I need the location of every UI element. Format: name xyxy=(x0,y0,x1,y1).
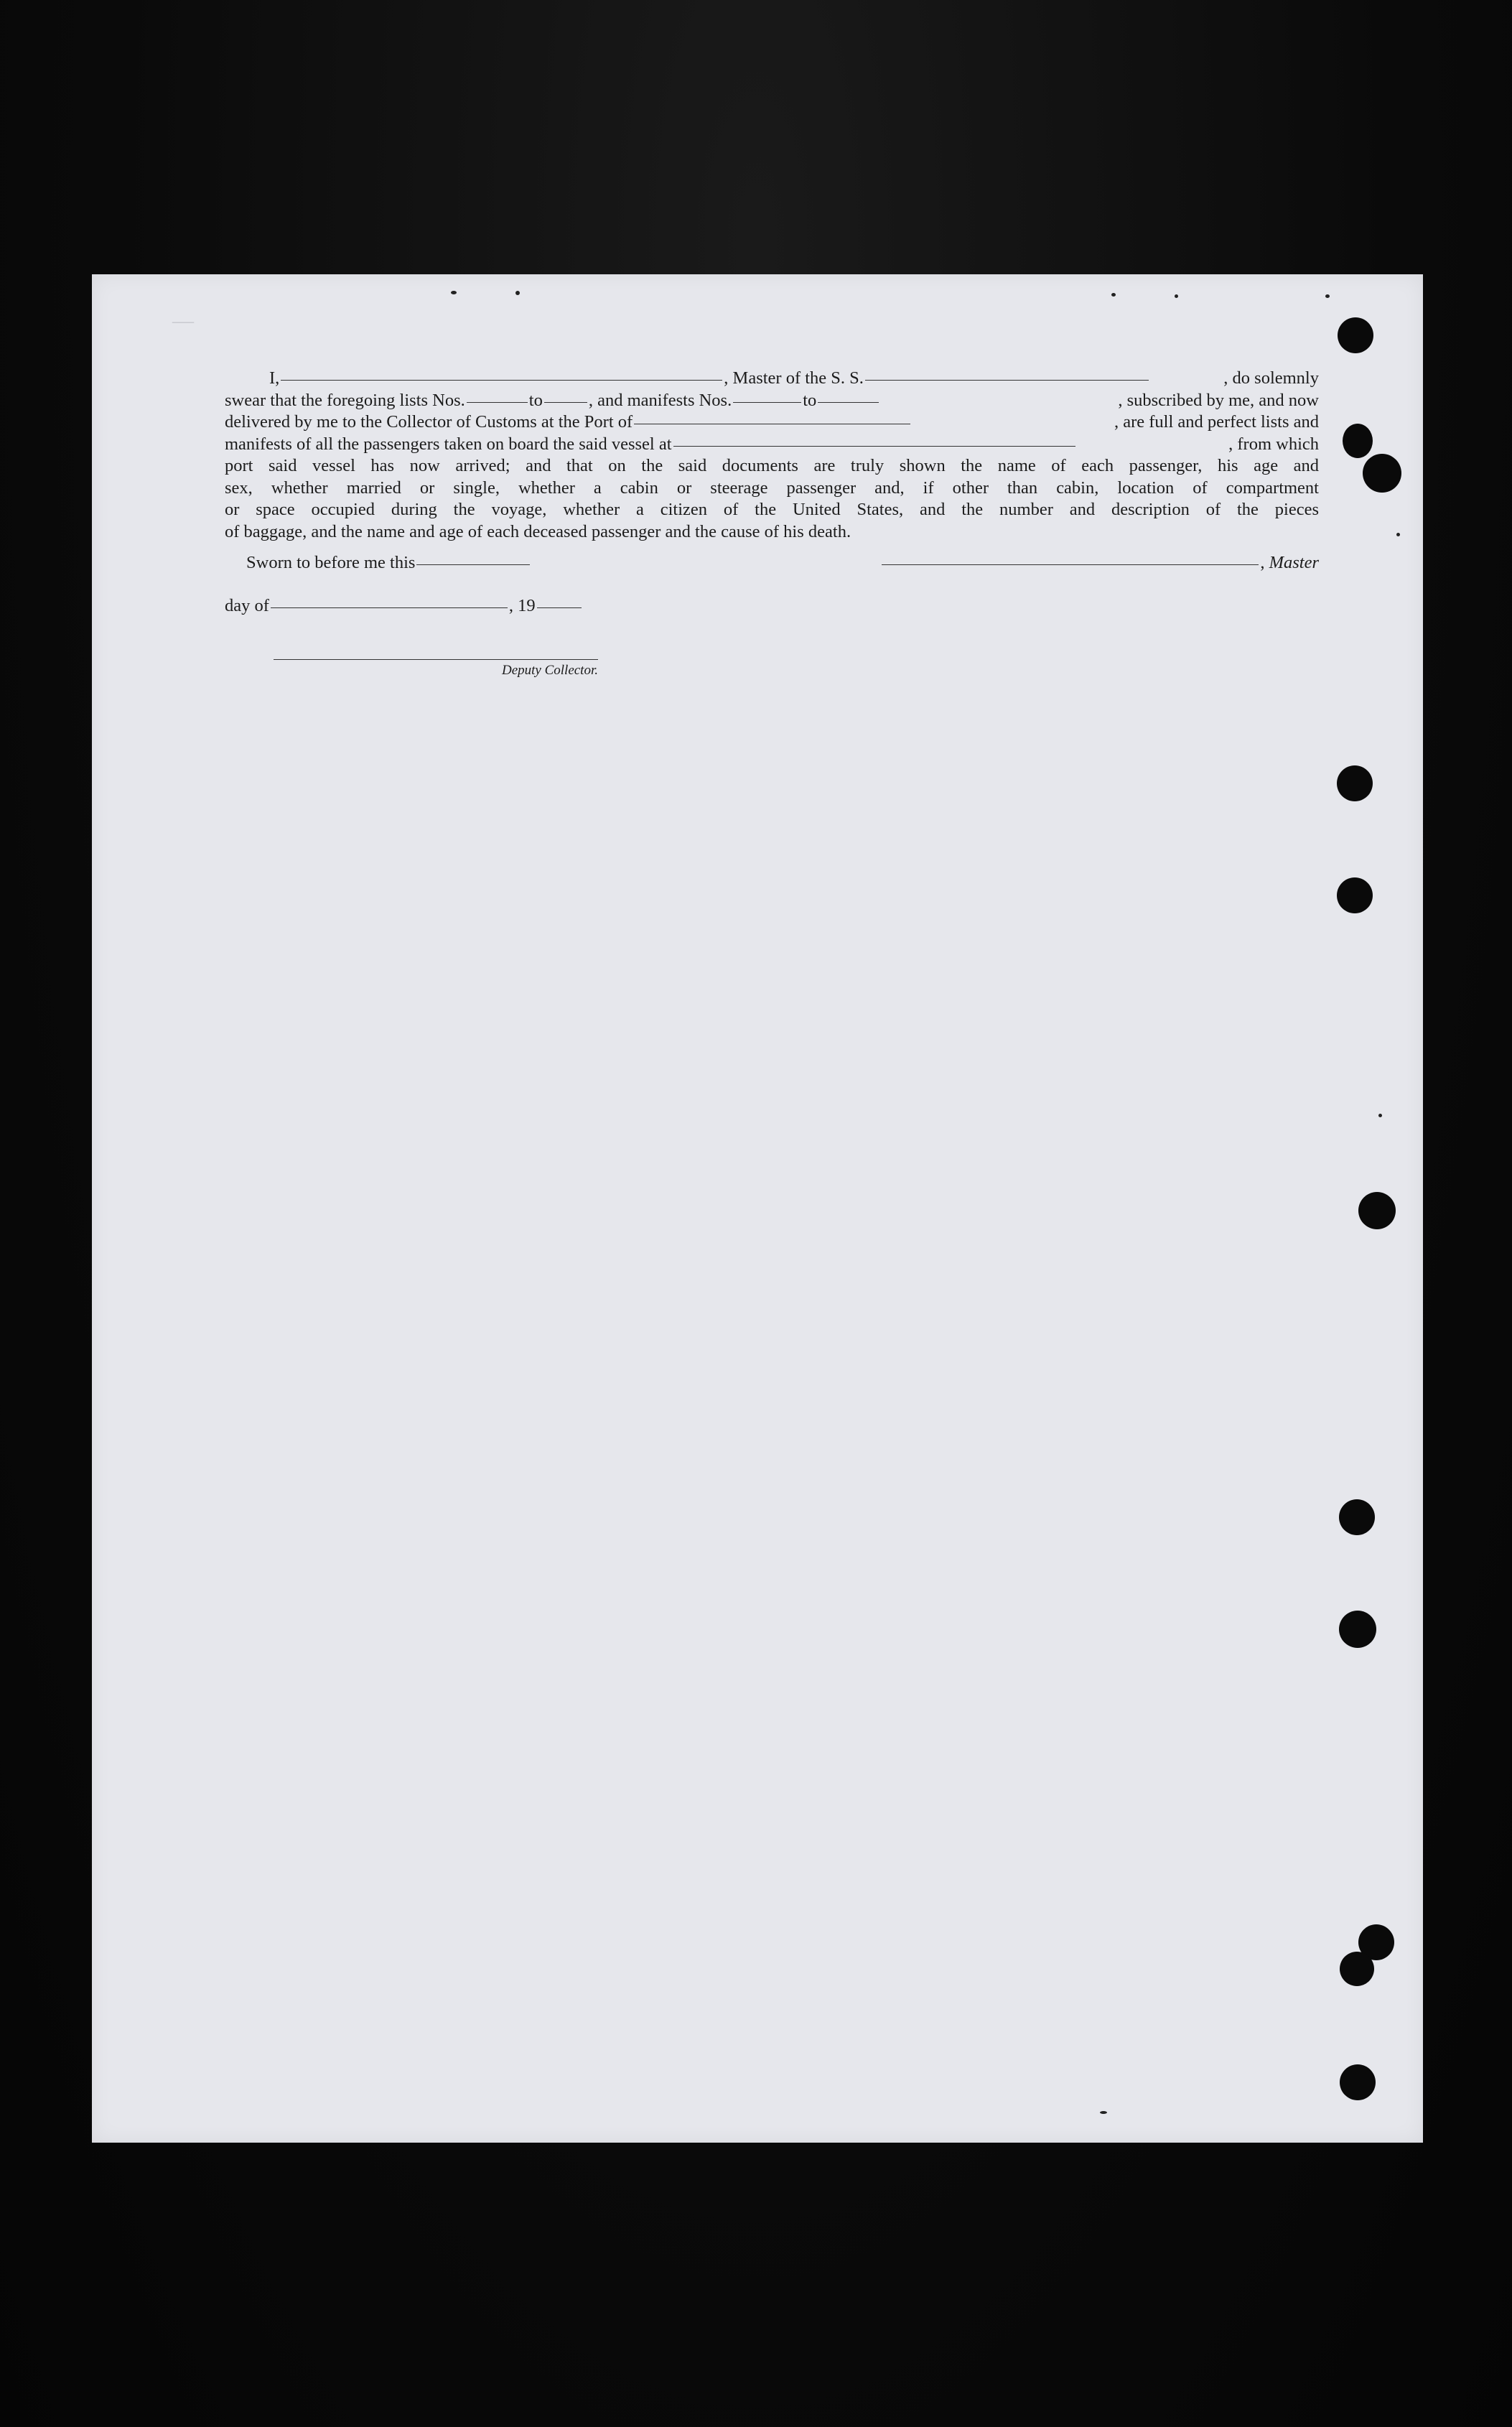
speck xyxy=(1396,533,1400,536)
master-signature xyxy=(880,553,1319,573)
punch-hole xyxy=(1340,2064,1376,2100)
speck xyxy=(451,291,457,294)
oath-text: , subscribed by me, and now xyxy=(1118,390,1319,410)
day-field[interactable] xyxy=(271,607,508,608)
oath-text: manifests of all the passengers taken on board the said vessel at xyxy=(225,434,672,454)
oath-line-5 xyxy=(225,455,1319,478)
oath-line-3 xyxy=(225,411,1319,434)
oath-text: to xyxy=(803,390,817,410)
faint-bleedthrough-mark: — xyxy=(172,309,194,332)
speck xyxy=(1325,294,1330,298)
sworn-label: Sworn to before me this xyxy=(246,553,416,572)
year-label: , 19 xyxy=(508,596,536,615)
year-field[interactable] xyxy=(537,607,582,608)
oath-paragraph xyxy=(225,368,1319,543)
oath-line-8 xyxy=(225,521,1319,544)
punch-hole xyxy=(1343,424,1373,458)
oath-text: port said vessel has now arrived; and that on the said documents are truly shown the name of each passenger, his age and xyxy=(225,456,1319,475)
speck xyxy=(515,291,520,295)
oath-line-4 xyxy=(225,434,1319,456)
punch-hole xyxy=(1337,765,1373,801)
punch-hole xyxy=(1358,1192,1396,1229)
oath-text: delivered by me to the Collector of Customs at the Port of xyxy=(225,412,633,432)
manifests-from-field[interactable] xyxy=(733,402,801,403)
punch-hole xyxy=(1338,317,1373,353)
oath-line-2 xyxy=(225,390,1319,412)
deputy-collector-signature-field[interactable] xyxy=(274,659,598,660)
punch-hole xyxy=(1340,1952,1374,1986)
departure-port-field[interactable] xyxy=(673,446,1075,447)
punch-hole xyxy=(1363,454,1401,493)
oath-line-1 xyxy=(225,368,1319,390)
punch-hole xyxy=(1337,877,1373,913)
signature-row xyxy=(225,553,1319,589)
oath-text: , are full and perfect lists and xyxy=(1114,412,1319,432)
master-label xyxy=(1260,553,1319,573)
oath-text: I, xyxy=(269,368,280,388)
lists-to-field[interactable] xyxy=(544,402,587,403)
speck xyxy=(1378,1114,1382,1117)
manifests-to-field[interactable] xyxy=(818,402,879,403)
speck xyxy=(1100,2111,1107,2114)
oath-text: , Master of the S. S. xyxy=(724,368,864,388)
oath-text: or space occupied during the voyage, whether a citizen of the United States, and the number and description of the pieces xyxy=(225,500,1319,519)
oath-text: swear that the foregoing lists Nos. xyxy=(225,390,465,410)
sworn-statement xyxy=(246,553,531,573)
oath-line-6 xyxy=(225,478,1319,500)
sworn-date-field[interactable] xyxy=(416,564,530,565)
master-name-field[interactable] xyxy=(281,380,722,381)
oath-text: , do solemnly xyxy=(1223,368,1319,388)
oath-line-7 xyxy=(225,499,1319,521)
master-signature-field[interactable] xyxy=(882,564,1259,565)
oath-text: , and manifests Nos. xyxy=(588,390,732,410)
day-row xyxy=(225,596,583,616)
oath-text: of baggage, and the name and age of each deceased passenger and the cause of his death. xyxy=(225,521,851,541)
day-label: day of xyxy=(225,596,269,615)
punch-hole xyxy=(1339,1611,1376,1648)
punch-hole xyxy=(1339,1499,1375,1535)
lists-from-field[interactable] xyxy=(467,402,528,403)
oath-text: sex, whether married or single, whether a cabin or steerage passenger and, if other than cabin, location of compartment xyxy=(225,478,1319,498)
oath-text: to xyxy=(528,390,543,410)
ship-name-field[interactable] xyxy=(865,380,1149,381)
oath-text: , from which xyxy=(1228,434,1319,454)
speck xyxy=(1175,294,1178,298)
speck xyxy=(1111,293,1116,297)
master-label-text: , Master xyxy=(1260,553,1319,572)
deputy-collector-label: Deputy Collector. xyxy=(501,663,598,678)
